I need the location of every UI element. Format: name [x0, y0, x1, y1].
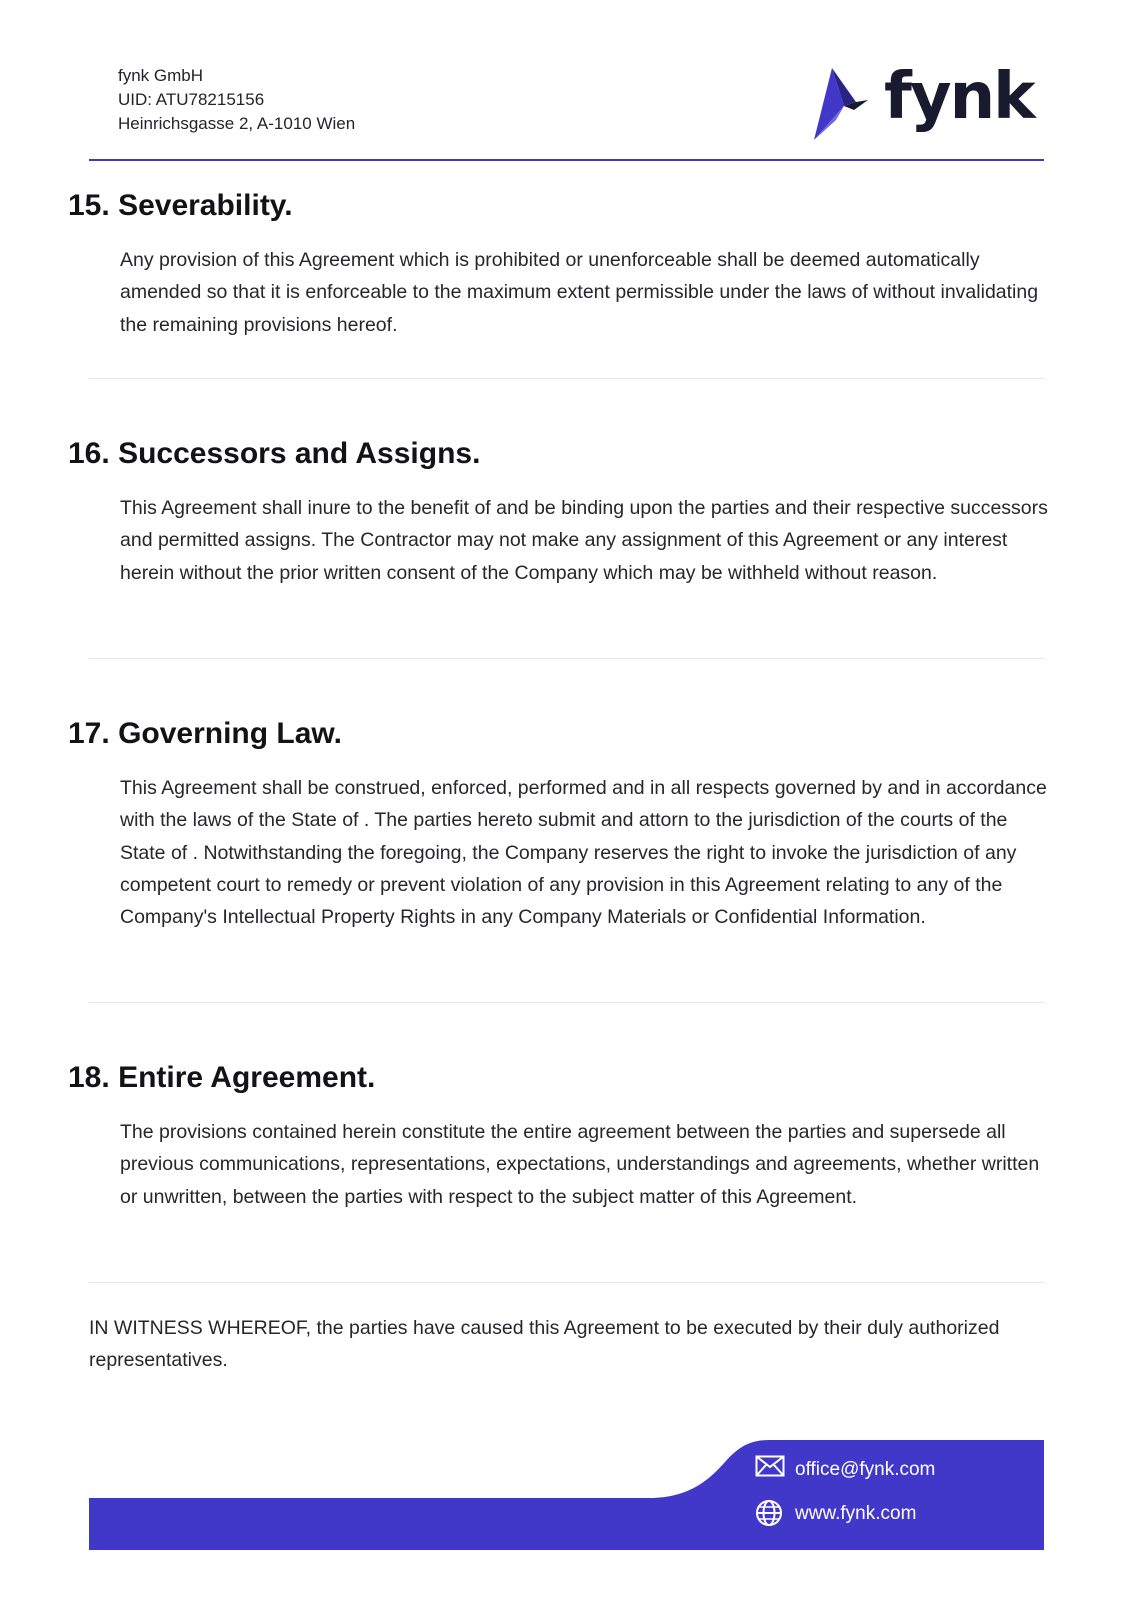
header-divider — [89, 159, 1044, 161]
section-title: Governing Law. — [118, 717, 342, 750]
section-heading — [68, 1058, 375, 1098]
bird-logo-icon — [806, 64, 878, 144]
section-divider — [89, 1002, 1044, 1003]
fynk-logo — [806, 60, 1034, 144]
section-number: 15. — [68, 189, 110, 222]
website-link[interactable]: www.fynk.com — [795, 1503, 917, 1524]
section-heading — [68, 186, 293, 226]
section-divider — [89, 378, 1044, 379]
witness-clause: IN WITNESS WHEREOF, the parties have caused this Agreement to be executed by their duly authorized representatives. — [89, 1317, 1000, 1372]
section-body: The provisions contained herein constitute the entire agreement between the parties and supersede all previous communications, representations, expectations, understandings and agreements, whether written or unwritten, between the parties with respect to the subject matter of this Agreement. — [120, 1121, 1040, 1208]
mail-icon — [755, 1457, 787, 1483]
section-title: Severability. — [118, 189, 293, 222]
company-info — [118, 64, 355, 136]
section-heading — [68, 434, 480, 474]
section-divider — [89, 1282, 1044, 1283]
section-body: This Agreement shall inure to the benefit of and be binding upon the parties and their respective successors and permitted assigns. The Contractor may not make any assignment of this Agreement or any interest herein without the prior written consent of the Company which may be withheld without reason. — [120, 497, 1048, 584]
section-title: Successors and Assigns. — [118, 437, 481, 470]
globe-icon — [755, 1501, 787, 1527]
section-number: 18. — [68, 1061, 110, 1094]
section-number: 17. — [68, 717, 110, 750]
footer-email[interactable] — [755, 1455, 935, 1485]
section-number: 16. — [68, 437, 110, 470]
section-heading — [68, 714, 342, 754]
company-name: fynk GmbH — [118, 66, 204, 85]
email-link[interactable]: office@fynk.com — [795, 1459, 936, 1480]
logo-wordmark: fynk — [884, 60, 1034, 134]
section-body: Any provision of this Agreement which is prohibited or unenforceable shall be deemed automatically amended so that it is enforceable to the maximum extent permissible under the laws of without invalidating the remaining provisions hereof. — [120, 249, 1039, 336]
section-title: Entire Agreement. — [118, 1061, 376, 1094]
section-divider — [89, 658, 1044, 659]
section-body: This Agreement shall be construed, enforced, performed and in all respects governed by and in accordance with the laws of the State of . The parties hereto submit and attorn to the jurisdiction of the courts of the State of . Notwithstanding the foregoing, the Company reserves the right to invoke the jurisdiction of any competent court to remedy or prevent violation of any provision in this Agreement relating to any of the Company's Intellectual Property Rights in any Company Materials or Confidential Information. — [120, 777, 1047, 929]
footer-website[interactable] — [755, 1499, 916, 1529]
company-address: Heinrichsgasse 2, A-1010 Wien — [118, 114, 356, 133]
company-uid: UID: ATU78215156 — [118, 90, 265, 109]
footer — [89, 1440, 1044, 1550]
